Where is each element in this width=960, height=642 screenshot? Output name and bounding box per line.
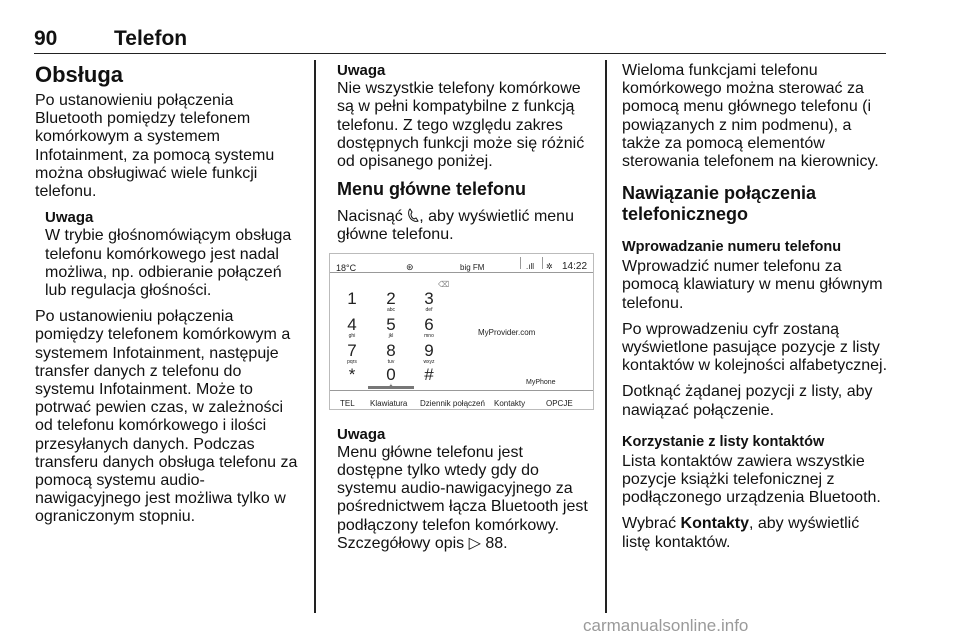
provider-name: MyProvider.com bbox=[478, 327, 536, 337]
note-title: Uwaga bbox=[45, 209, 94, 227]
key-letters: abc bbox=[386, 306, 396, 313]
tab-item: OPCJE bbox=[546, 398, 573, 408]
active-tab-indicator bbox=[368, 386, 414, 389]
key-letters: pqrs bbox=[347, 358, 357, 365]
tab-item: TEL bbox=[340, 398, 355, 408]
keypad-key bbox=[340, 342, 364, 365]
tab-item: Klawiatura bbox=[370, 398, 408, 408]
key-digit: 7 bbox=[347, 340, 357, 360]
column-3 bbox=[622, 62, 892, 560]
column-divider bbox=[314, 60, 316, 613]
tab-item: Kontakty bbox=[494, 398, 526, 408]
phone-icon bbox=[407, 208, 419, 223]
subheading: Korzystanie z listy kontaktów bbox=[622, 433, 825, 450]
keypad-key bbox=[417, 342, 441, 365]
section-heading: Menu główne telefonu bbox=[337, 179, 526, 200]
key-letters: ghi bbox=[348, 332, 356, 339]
note-title: Uwaga bbox=[337, 62, 386, 79]
menu-term: Kontakty bbox=[680, 515, 749, 533]
text: Menu główne telefonu jest dostępne tylko wtedy gdy do systemu audio-nawigacyjnego za pośrednictwem łącza Bluetooth jest podłączony telefon komórkowy. Szczegółowy opis bbox=[337, 443, 588, 552]
tab-bar bbox=[330, 390, 593, 409]
key-digit: 4 bbox=[347, 314, 357, 334]
page-number: 90 bbox=[34, 27, 58, 50]
temperature: 18°C bbox=[336, 262, 357, 273]
paragraph bbox=[622, 515, 892, 551]
watermark: carmanualsonline.info bbox=[583, 616, 749, 635]
keypad-key bbox=[417, 366, 441, 383]
key-letters: tuv bbox=[387, 358, 395, 365]
signal-icon: .ıll bbox=[526, 261, 534, 271]
audio-source: big FM bbox=[460, 262, 485, 272]
section-heading: Nawiązanie połączenia telefonicznego bbox=[622, 183, 817, 225]
paragraph: Wprowadzić numer telefonu za pomocą klawiatury w menu głównym telefonu. bbox=[622, 258, 883, 312]
text: , aby wyświetlić menu główne telefonu. bbox=[337, 208, 574, 244]
key-letters: jkl bbox=[388, 332, 394, 339]
paragraph: Po ustanowieniu połączenia pomiędzy telefonem komórkowym a systemem Infotainment, następuje transfer danych z telefonu do systemu Infotainment. Może to potrwać pewien czas, w zależności od telefonu komórkowego i ilości przesyłanych danych. Podczas transferu danych obsługa telefonu za pomocą systemu audio-nawigacyjnego jest możliwa tylko w ograniczonym stopniu. bbox=[35, 308, 298, 526]
separator bbox=[520, 257, 521, 269]
text: , aby wyświetlić listę kontaktów. bbox=[622, 515, 860, 551]
separator bbox=[542, 257, 543, 269]
page-reference: 88. bbox=[485, 534, 508, 552]
text: Wybrać bbox=[622, 515, 681, 533]
section-title: Obsługa bbox=[35, 62, 124, 87]
key-letters: wxyz bbox=[423, 358, 435, 365]
keypad-key bbox=[379, 290, 403, 313]
key-digit: 6 bbox=[424, 314, 434, 334]
key-letters: mno bbox=[424, 332, 434, 339]
nav-icon: ⊛ bbox=[406, 261, 414, 272]
keypad-key bbox=[379, 316, 403, 339]
paragraph: Po ustanowieniu połączenia Bluetooth pomiędzy telefonem komórkowym a systemem Infotainment, za pomocą systemu można obsługiwać wiele funkcji telefonu. bbox=[35, 92, 275, 201]
text: Nacisnąć bbox=[337, 208, 408, 226]
clock: 14:22 bbox=[562, 260, 588, 272]
key-digit: 2 bbox=[386, 288, 396, 308]
paragraph: Po wprowadzeniu cyfr zostaną wyświetlone pasujące pozycje z listy kontaktów w kolejności alfabetycznej. bbox=[622, 320, 888, 375]
gear-icon: ✲ bbox=[546, 261, 553, 271]
note-title: Uwaga bbox=[337, 425, 386, 443]
page-header bbox=[34, 27, 886, 54]
paragraph: Lista kontaktów zawiera wszystkie pozycje książki telefonicznej z podłączonego urządzenia Bluetooth. bbox=[622, 452, 881, 507]
phone-name: MyPhone bbox=[526, 378, 556, 386]
chapter-title: Telefon bbox=[114, 27, 188, 50]
key-digit: 1 bbox=[347, 288, 357, 308]
column-2 bbox=[337, 62, 593, 561]
note bbox=[337, 62, 593, 171]
key-digit: 0 bbox=[386, 364, 396, 384]
paragraph: Dotknąć żądanej pozycji z listy, aby nawiązać połączenie. bbox=[622, 383, 873, 419]
note-text: W trybie głośnomówiącym obsługa telefonu komórkowego jest nadal możliwa, np. odbieranie połączeń lub regulacja głośności. bbox=[45, 227, 292, 300]
keypad-key bbox=[340, 316, 364, 339]
keypad-key bbox=[340, 366, 364, 383]
key-letters: def bbox=[425, 306, 433, 313]
column-1 bbox=[35, 62, 301, 535]
keypad-key bbox=[379, 342, 403, 365]
key-digit: 3 bbox=[424, 288, 434, 308]
key-digit: 8 bbox=[386, 340, 396, 360]
phone-screen-illustration bbox=[329, 253, 594, 410]
key-digit: 9 bbox=[424, 340, 434, 360]
backspace-icon: ⌫ bbox=[438, 279, 450, 289]
keypad-key bbox=[340, 290, 364, 307]
paragraph bbox=[337, 208, 593, 244]
status-bar bbox=[330, 254, 593, 273]
key-digit: # bbox=[424, 364, 434, 384]
note bbox=[337, 426, 593, 553]
subheading: Wprowadzanie numeru telefonu bbox=[622, 239, 842, 256]
paragraph: Wieloma funkcjami telefonu komórkowego można sterować za pomocą menu głównego telefonu (i powiązanych z nim podmenu), a także za pomocą elementów sterowania telefonem na kierownicy. bbox=[622, 62, 879, 171]
column-divider bbox=[605, 60, 607, 613]
note-text bbox=[337, 444, 593, 553]
key-digit: 5 bbox=[386, 314, 396, 334]
tab-item: Dziennik połączeń bbox=[420, 398, 485, 408]
note-text: Nie wszystkie telefony komórkowe są w pełni kompatybilne z funkcją telefonu. Z tego względu zakres dostępnych funkcji może się różnić od opisanego poniżej. bbox=[337, 80, 585, 171]
key-digit: * bbox=[348, 364, 356, 384]
note bbox=[45, 209, 301, 300]
keypad-key bbox=[417, 316, 441, 339]
keypad-key bbox=[417, 290, 441, 313]
reference-arrow-icon: ▷ bbox=[468, 534, 486, 552]
